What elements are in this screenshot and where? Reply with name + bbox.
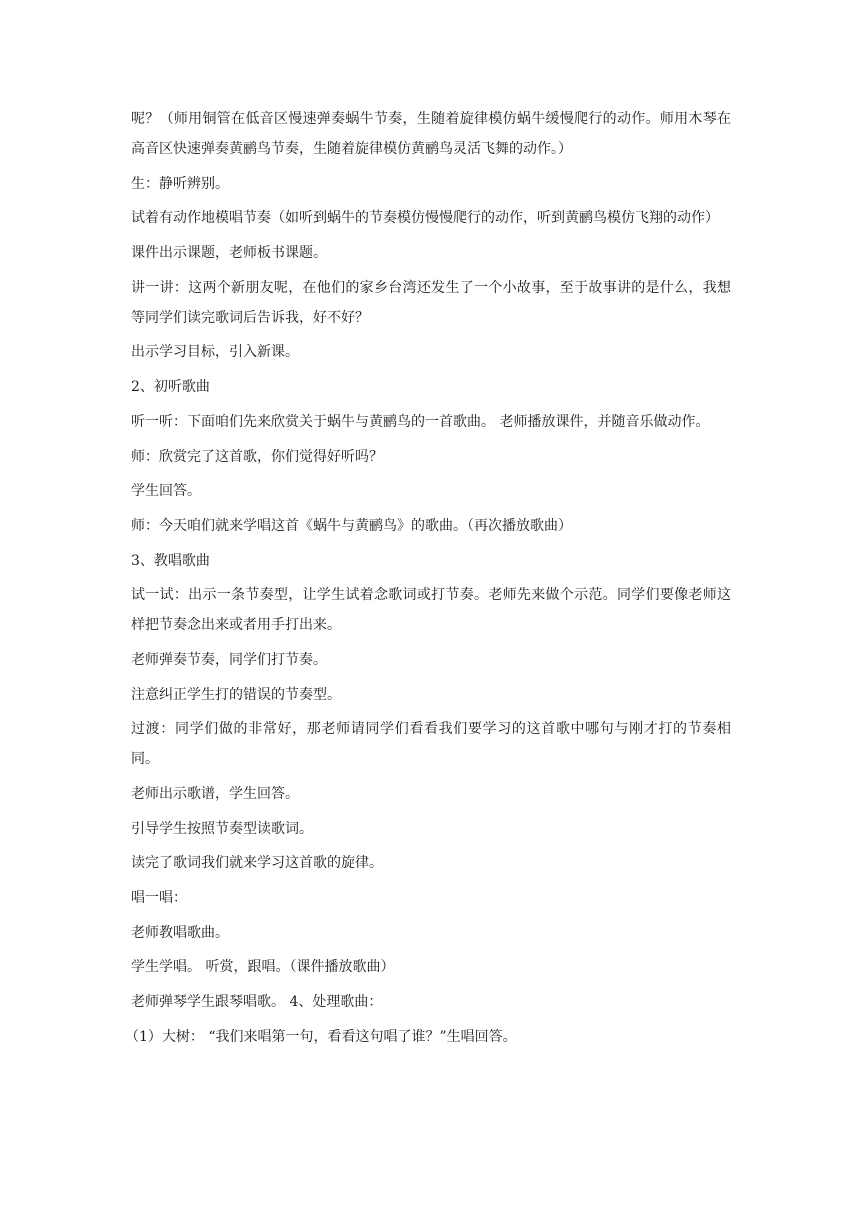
paragraph-listen: 听一听：下面咱们先来欣赏关于蜗牛与黄鹂鸟的一首歌曲。 老师播放课件，并随音乐做动作。 [131, 413, 710, 430]
paragraph-show-score: 老师出示歌谱，学生回答。 [131, 786, 299, 802]
paragraph-read-lyrics: 引导学生按照节奏型读歌词。 [131, 820, 313, 837]
paragraph-try-rhythm: 试一试：出示一条节奏型，让学生试着念歌词或打节奏。老师先来做个示范。同学们要像老师这样把节奏念出来或者用手打出来。 [131, 587, 731, 634]
paragraph-tell-story: 讲一讲：这两个新朋友呢，在他们的家乡台湾还发生了一个小故事，至于故事讲的是什么，我想等同学们读完歌词后告诉我，好不好？ [131, 279, 731, 326]
paragraph-imitate-rhythm: 试着有动作地模唱节奏（如听到蜗牛的节奏模仿慢慢爬行的动作，听到黄鹂鸟模仿飞翔的动作） [131, 210, 719, 227]
paragraph-teacher-teaches: 老师教唱歌曲。 [131, 924, 229, 941]
section-heading-first-listen: 2、初听歌曲 [131, 379, 210, 396]
paragraph-question: 师：欣赏完了这首歌，你们觉得好听吗？ [131, 448, 383, 465]
section-heading-teach-song: 3、教唱歌曲 [131, 552, 210, 569]
paragraph-student-listen: 生：静听辨别。 [131, 175, 229, 192]
paragraph-teacher-demo: 呢？（师用铜管在低音区慢速弹奏蜗牛节奏，生随着旋律模仿蜗牛缓慢爬行的动作。师用木琴在高音区快速弹奏黄鹂鸟节奏，生随着旋律模仿黄鹂鸟灵活飞舞的动作。） [131, 111, 731, 157]
paragraph-play-rhythm: 老师弹奏节奏，同学们打节奏。 [131, 651, 327, 668]
paragraph-piano-accompaniment: 老师弹琴学生跟琴唱歌。 4、处理歌曲： [131, 994, 383, 1011]
paragraph-transition: 过渡：同学们做的非常好，那老师请同学们看看我们要学习的这首歌中哪句与刚才打的节奏相同。 [131, 721, 731, 768]
paragraph-student-answer: 学生回答。 [131, 483, 201, 500]
paragraph-show-title: 课件出示课题，老师板书课题。 [131, 245, 327, 262]
paragraph-correct-rhythm: 注意纠正学生打的错误的节奏型。 [131, 686, 341, 703]
paragraph-sing-heading: 唱一唱： [131, 890, 187, 907]
paragraph-students-learn: 学生学唱。 听赏，跟唱。（课件播放歌曲） [131, 959, 395, 976]
document-body [125, 104, 731, 1052]
paragraph-learning-goals: 出示学习目标，引入新课。 [131, 344, 299, 361]
paragraph-learn-melody: 读完了歌词我们就来学习这首歌的旋律。 [131, 855, 383, 872]
paragraph-big-tree: （1）大树： “我们来唱第一句，看看这句唱了谁？”生唱回答。 [125, 1028, 517, 1045]
paragraph-learn-song: 师：今天咱们就来学唱这首《蜗牛与黄鹂鸟》的歌曲。（再次播放歌曲） [131, 517, 572, 534]
